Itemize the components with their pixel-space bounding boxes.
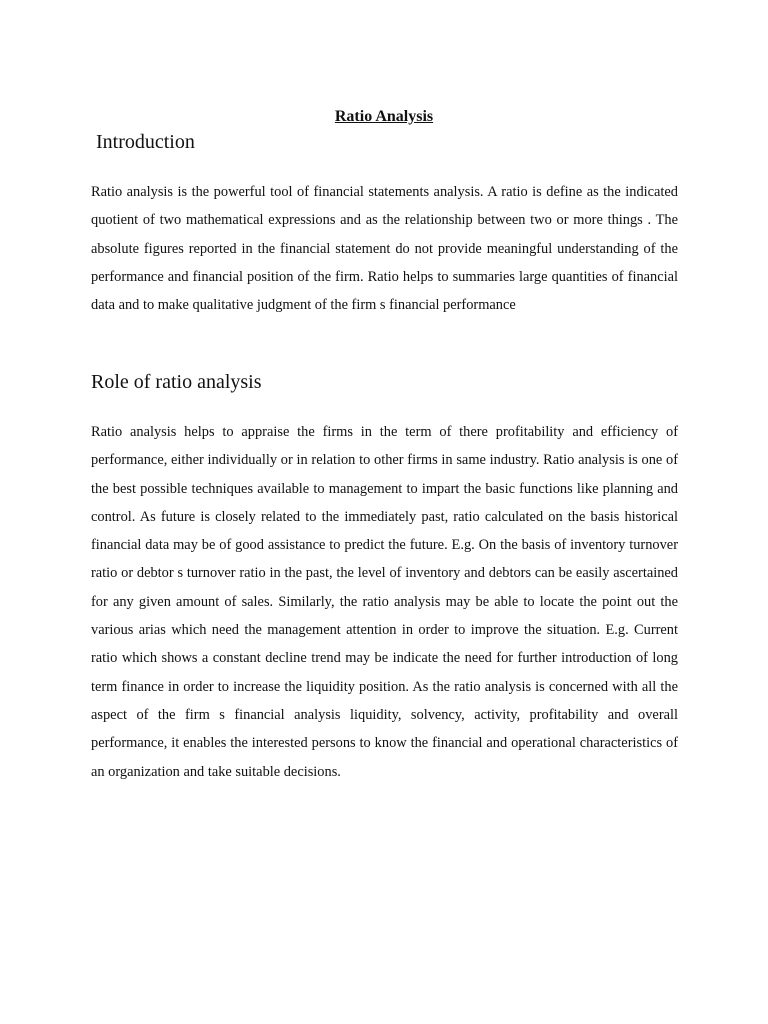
document-title: Ratio Analysis [334,108,434,125]
section-body-introduction: Ratio analysis is the powerful tool of financial statements analysis. A ratio is define as the indicated quotient of two mathematical expressions and as the relationship between two or more things . The absolute figures reported in the financial statement do not provide meaningful understanding of the performance and financial position of the firm. Ratio helps to summaries large quantities of financial data and to make qualitative judgment of the firm s financial performance [91,184,678,314]
section-heading-introduction: Introduction [96,131,195,153]
section-body-role-of-ratio-analysis: Ratio analysis helps to appraise the firms in the term of there profitability and efficiency of performance, either individually or in relation to other firms in same industry. Ratio analysis is one of the best possible techniques available to management to impart the basic functions like planning and control. As future is closely related to the immediately past, ratio calculated on the basis historical financial data may be of good assistance to predict the future. E.g. On the basis of inventory turnover ratio or debtor s turnover ratio in the past, the level of inventory and debtors can be easily ascertained for any given amount of sales. Similarly, the ratio analysis may be able to locate the point out the various arias which need the management attention in order to improve the situation. E.g. Current ratio which shows a constant decline trend may be indicate the need for further introduction of long term finance in order to increase the liquidity position. As the ratio analysis is concerned with all the aspect of the firm s financial analysis liquidity, solvency, activity, profitability and overall performance, it enables the interested persons to know the financial and operational characteristics of an organization and take suitable decisions. [91,424,678,780]
section-heading-role-of-ratio-analysis: Role of ratio analysis [91,371,262,393]
